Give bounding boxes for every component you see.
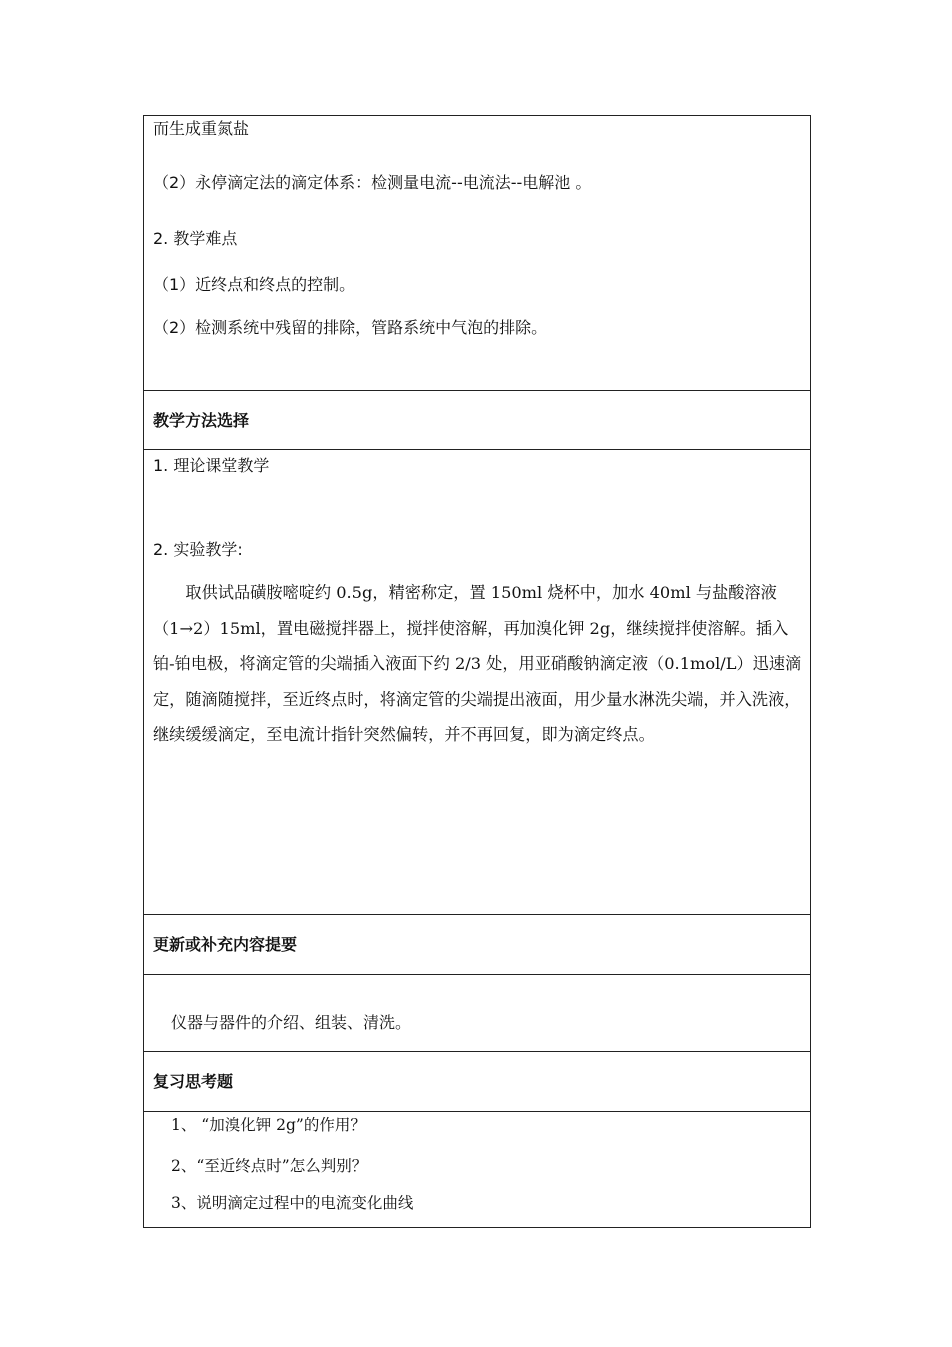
methods-heading: 教学方法选择 xyxy=(153,411,250,430)
experiment-procedure: 取供试品磺胺嘧啶约 0.5g，精密称定，置 150ml 烧杯中，加水 40ml 与盐酸溶液（1→2）15ml，置电磁搅拌器上，搅拌使溶解，再加溴化钾 2g，继续搅拌使溶解。插入铂-铂电极，将滴定管的尖端插入液面下约 2/3 处，用亚硝酸钠滴定液（0.1mol/L）迅速滴定，随滴随搅拌，至近终点时，将滴定管的尖端提出液面，用少量水淋洗尖端，并入洗液，继续缓缓滴定，至电流计指针突然偏转，并不再回复，即为滴定终点。 xyxy=(153,583,802,744)
review-question: 3、说明滴定过程中的电流变化曲线 xyxy=(171,1194,414,1212)
review-questions-cell xyxy=(144,1111,810,1227)
update-content-cell xyxy=(144,974,810,1051)
review-heading-cell xyxy=(144,1051,810,1111)
review-heading: 复习思考题 xyxy=(153,1072,234,1091)
method-item-2: 2. 实验教学: xyxy=(153,540,243,559)
lesson-plan-table xyxy=(143,115,811,1228)
review-question: 1、 “加溴化钾 2g”的作用？ xyxy=(171,1116,366,1134)
review-question: 2、“至近终点时”怎么判别？ xyxy=(171,1157,368,1175)
update-heading: 更新或补充内容提要 xyxy=(153,935,298,954)
methods-content-cell xyxy=(144,449,810,914)
update-heading-cell xyxy=(144,914,810,974)
method-item-1: 1. 理论课堂教学 xyxy=(153,456,270,475)
difficulty-heading: 2. 教学难点 xyxy=(153,229,238,248)
update-content: 仪器与器件的介绍、组装、清洗。 xyxy=(171,1013,412,1032)
methods-heading-cell xyxy=(144,390,810,449)
continued-line: 而生成重氮盐 xyxy=(153,119,250,138)
key-point-2: （2）永停滴定法的滴定体系：检测量电流--电流法--电解池 。 xyxy=(153,173,592,192)
key-points-cell xyxy=(144,116,810,390)
difficulty-item-1: （1）近终点和终点的控制。 xyxy=(153,275,356,294)
difficulty-item-2: （2）检测系统中残留的排除，管路系统中气泡的排除。 xyxy=(153,318,548,337)
